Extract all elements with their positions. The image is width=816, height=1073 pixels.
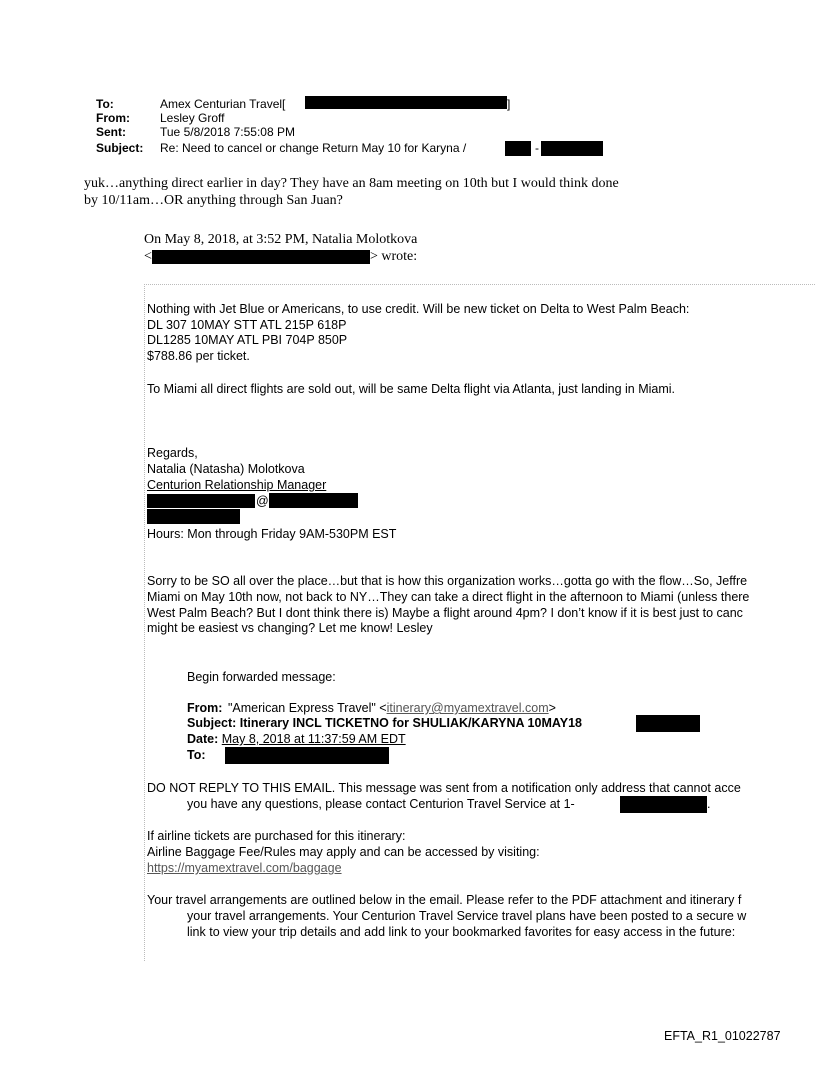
- forward-date-label: Date:: [187, 732, 219, 746]
- forward-from-name: "American Express Travel" <: [228, 701, 387, 715]
- baggage-line: Airline Baggage Fee/Rules may apply and can be accessed by visiting:: [147, 845, 540, 859]
- message-line: To Miami all direct flights are sold out, will be same Delta flight via Atlanta, just landing in Miami.: [147, 382, 676, 396]
- subject-value: Re: Need to cancel or change Return May 10 for Karyna /: [160, 141, 467, 155]
- flight-line: DL 307 10MAY STT ATL 215P 618P: [147, 318, 347, 332]
- to-label: To:: [96, 97, 114, 111]
- forward-subject: [187, 716, 582, 730]
- signature-name: Natalia (Natasha) Molotkova: [147, 462, 305, 476]
- redaction-bar: [620, 796, 707, 813]
- price-line: $788.86 per ticket.: [147, 349, 250, 363]
- redaction-bar: [636, 715, 700, 732]
- forward-subject-label: Subject:: [187, 716, 237, 730]
- forward-date-value: May 8, 2018 at 11:37:59 AM EDT: [221, 732, 406, 746]
- message-line: West Palm Beach? But I dont think there is) Maybe a flight around 4pm? I don’t know if it is best just to canc: [147, 606, 743, 620]
- forward-from-email-link[interactable]: itinerary@myamextravel.com: [386, 701, 549, 715]
- signature-title: Centurion Relationship Manager: [147, 478, 327, 492]
- baggage-line: If airline tickets are purchased for this itinerary:: [147, 829, 406, 843]
- redaction-bar: [305, 96, 507, 109]
- signature-hours: Hours: Mon through Friday 9AM-530PM EST: [147, 527, 397, 541]
- message-line: Sorry to be SO all over the place…but that is how this organization works…gotta go with the flow…So, Jeffre: [147, 574, 748, 588]
- subject-label: Subject:: [96, 141, 144, 155]
- notice-period: .: [707, 797, 711, 811]
- subject-dash: -: [535, 141, 539, 155]
- arrangements-line: link to view your trip details and add link to your bookmarked favorites for easy access in the future:: [187, 925, 736, 939]
- redaction-bar: [147, 494, 255, 508]
- quote-lt: <: [144, 249, 152, 264]
- from-value: Lesley Groff: [160, 111, 225, 125]
- notice-line: DO NOT REPLY TO THIS EMAIL. This message was sent from a notification only address that cannot acce: [147, 781, 741, 795]
- from-label: From:: [96, 111, 130, 125]
- redaction-bar: [541, 141, 603, 156]
- message-line: Miami on May 10th now, not back to NY…They can take a direct flight in the afternoon to Miami (unless there: [147, 590, 750, 604]
- arrangements-line: Your travel arrangements are outlined below in the email. Please refer to the PDF attachment and itinerary f: [147, 893, 742, 907]
- forward-from-close: >: [548, 701, 556, 715]
- forward-date: [187, 732, 406, 746]
- forward-from-label: From:: [187, 701, 223, 715]
- redaction-bar: [147, 509, 240, 524]
- redaction-bar: [269, 493, 358, 508]
- forward-from-value: [228, 701, 556, 715]
- forward-to-label: To:: [187, 748, 206, 762]
- forward-subject-value: Itinerary INCL TICKETNO for SHULIAK/KARYNA 10MAY18: [239, 716, 582, 730]
- reply-line: yuk…anything direct earlier in day? They have an 8am meeting on 10th but I would think done: [84, 176, 619, 191]
- baggage-link[interactable]: https://myamextravel.com/baggage: [147, 861, 342, 875]
- to-close: ]: [507, 97, 511, 111]
- flight-line: DL1285 10MAY ATL PBI 704P 850P: [147, 333, 348, 347]
- signature-at: @: [256, 494, 269, 508]
- message-line: Nothing with Jet Blue or Americans, to use credit. Will be new ticket on Delta to West Palm Beach:: [147, 302, 690, 316]
- arrangements-line: your travel arrangements. Your Centurion Travel Service travel plans have been posted to a secure w: [187, 909, 747, 923]
- redaction-bar: [225, 747, 389, 764]
- signature-regards: Regards,: [147, 446, 198, 460]
- forward-begin: Begin forwarded message:: [187, 670, 336, 684]
- reply-line: by 10/11am…OR anything through San Juan?: [84, 193, 343, 208]
- sent-label: Sent:: [96, 125, 126, 139]
- quote-attribution: On May 8, 2018, at 3:52 PM, Natalia Molotkova: [144, 232, 418, 247]
- message-line: might be easiest vs changing? Let me know! Lesley: [147, 621, 433, 635]
- to-value: Amex Centurian Travel[: [160, 97, 286, 111]
- quote-wrote: > wrote:: [370, 249, 418, 264]
- document-id: EFTA_R1_01022787: [664, 1029, 781, 1043]
- redaction-bar: [505, 141, 531, 156]
- redaction-bar: [152, 250, 370, 264]
- notice-line: you have any questions, please contact Centurion Travel Service at 1-: [187, 797, 575, 811]
- sent-value: Tue 5/8/2018 7:55:08 PM: [160, 125, 295, 139]
